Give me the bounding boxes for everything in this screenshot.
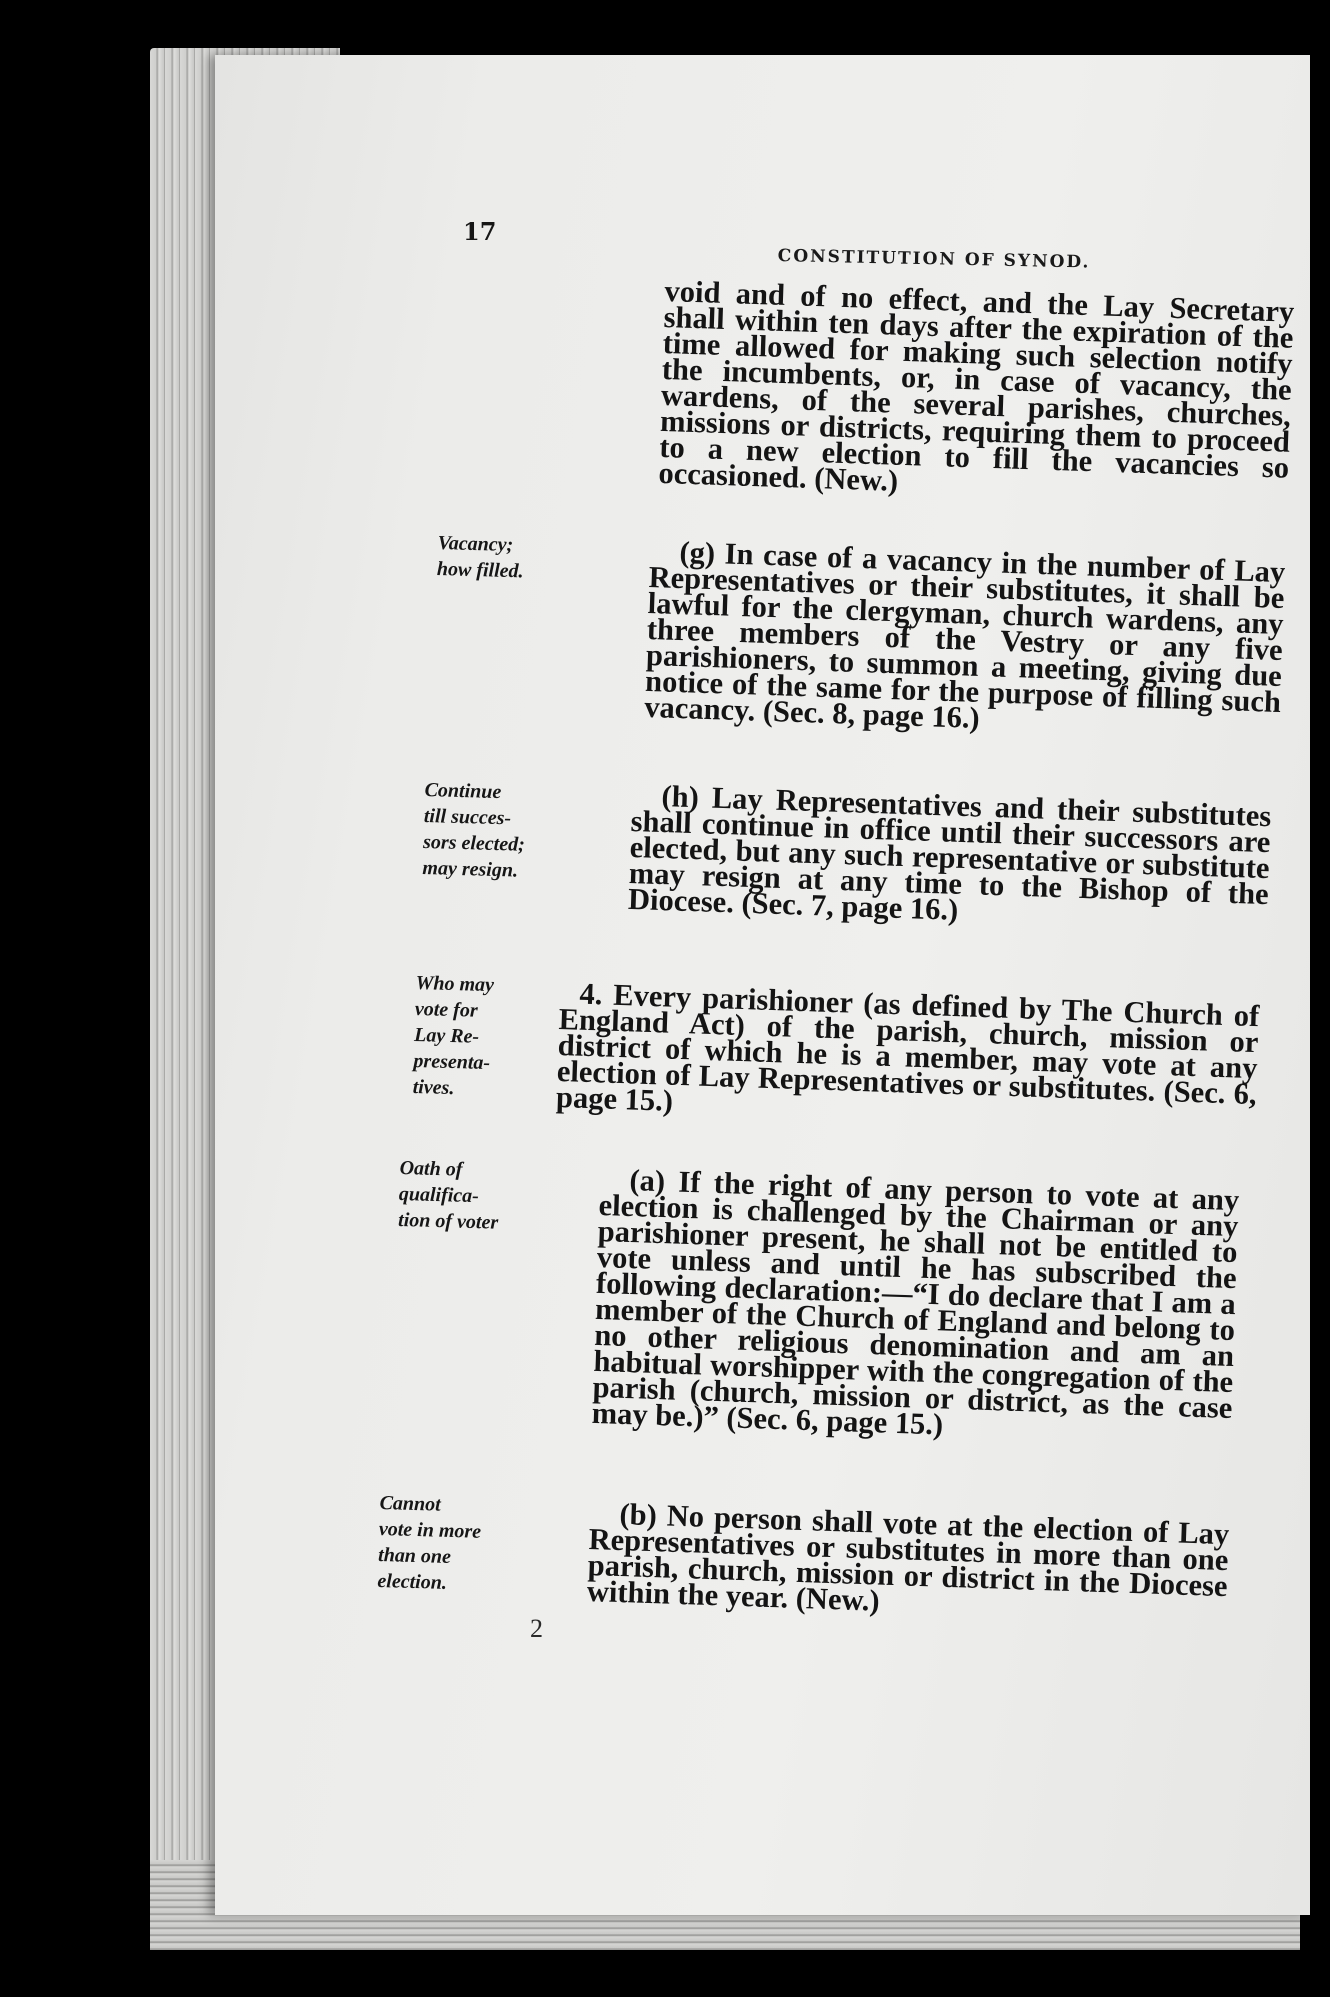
running-head: CONSTITUTION OF SYNOD. [777,246,1091,273]
margin-note-vacancy: Vacancy; how filled. [436,531,524,583]
paragraph-b: (b) No person shall vote at the election of Lay Representatives or substitutes in more than one parish, church, mission or district in the Diocese within the year. (New.) [586,1496,1230,1618]
page-number: 17 [463,217,497,246]
paragraph-h: (h) Lay Representatives and their substitutes shall continue in office until their successors are elected, but any such representative or substitute may resign at any time to the Bishop of the Diocese. (Sec. 7, page 16.) [627,778,1272,927]
margin-note-cannot-vote: Cannot vote in more than one election. [377,1491,482,1594]
margin-note-oath: Oath of qualifica- tion of voter [397,1156,499,1234]
margin-note-who-may-vote: Who may vote for Lay Re- presenta- tives. [412,971,495,1100]
margin-note-continue: Continue till succes- sors elected; may resign. [422,778,526,882]
paragraph-void: void and of no effect, and the Lay Secretary shall within ten days after the expiration of the time allowed for making such selection notify the incumbents, or, in case of vacancy, the wardens, of the several parishes, churches, missions or districts, requiring them to proceed to a new election to fill the vacancies so occasioned. (New.) [657,274,1295,498]
paragraph-4: 4. Every parishioner (as defined by The Church of England Act) of the parish, church, mission or district of which he is a member, may vote at any election of Lay Representatives or substitutes. (Sec. 6, page 15.) [555,976,1260,1118]
paragraph-a: (a) If the right of any person to vote at any election is challenged by the Chairman or any parishioner present, he shall not be entitled to vote unless and until he has subscribed the following declaration:—“I do declare that I am a member of the Church of England and belong to no other religious denomination and am an habitual worshipper with the congregation of the parish (church, mission or district, as the case may be.)” (Sec. 6, page 15.) [591,1162,1240,1442]
signature-mark: 2 [530,1614,543,1643]
paragraph-g: (g) In case of a vacancy in the number of Lay Representatives or their substitutes, it shall be lawful for the clergyman, church wardens, any three members of the Vestry or any five parishioners, to summon a meeting, giving due notice of the same for the purpose of filling such vacancy. (Sec. 8, page 16.) [643,534,1286,736]
